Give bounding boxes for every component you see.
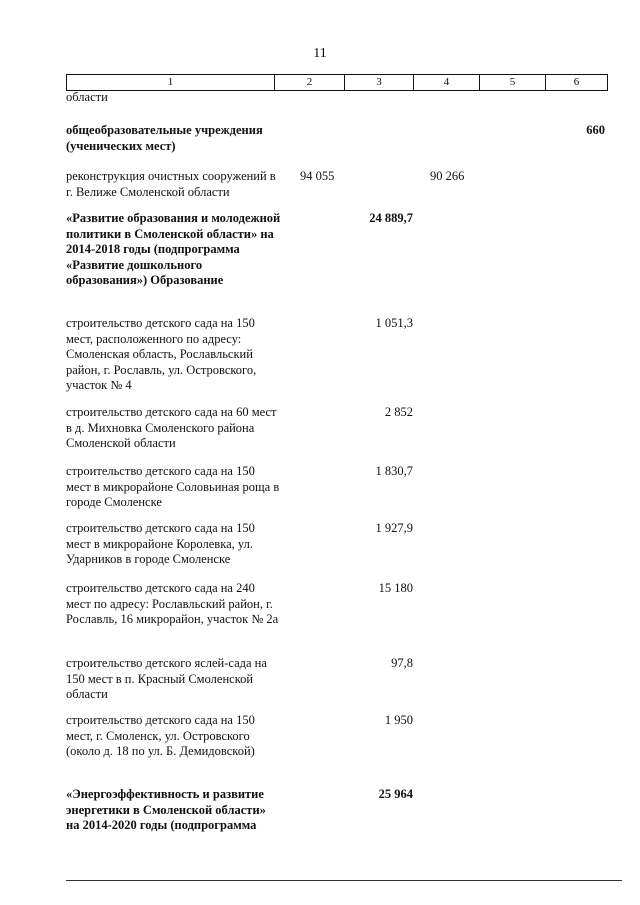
row-description: строительство детского сада на 150 мест, г. Смоленск, ул. Островского (около д. 18 по ул. Б. Демидовской) [66,713,255,758]
row-description: строительство детского сада на 150 мест в микрорайоне Королевка, ул. Ударников в городе Смоленске [66,521,255,566]
header-col-1: 1 [67,75,275,90]
row-description: общеобразовательные учреждения (ученических мест) [66,123,263,153]
row-col3-value: 25 964 [378,787,413,801]
row-col6-value: 660 [586,123,605,137]
row-description: строительство детского сада на 150 мест в микрорайоне Соловьиная роща в городе Смоленске [66,464,280,509]
row-col3-value: 1 950 [384,713,413,727]
header-col-2: 2 [275,75,345,90]
row-col4-value: 90 266 [430,169,465,183]
page-number: 11 [313,46,327,61]
row-col3-value: 15 180 [378,581,413,595]
table-header-row [66,74,608,91]
row-description: строительство детского сада на 60 мест в д. Михновка Смоленского района Смоленской области [66,405,277,450]
row-description: реконструкция очистных сооружений в г. Велиже Смоленской области [66,169,276,199]
row-col3-value: 1 830,7 [375,464,413,478]
row-col3-value: 2 852 [384,405,413,419]
header-col-5: 5 [480,75,546,90]
row-col3-value: 1 051,3 [375,316,413,330]
row-description: «Развитие образования и молодежной политики в Смоленской области» на 2014-2018 годы (подпрограмма «Развитие дошкольного образования») Образование [66,211,281,287]
row-col3-value: 24 889,7 [369,211,413,225]
row-description: «Энергоэффективность и развитие энергетики в Смоленской области» на 2014-2020 годы (подпрограмма [66,787,266,832]
header-col-3: 3 [345,75,414,90]
row-col2-value: 94 055 [300,169,335,183]
row-col3-value: 1 927,9 [375,521,413,535]
row-description: строительство детского сада на 150 мест, расположенного по адресу: Смоленская область, Рославльский район, г. Рославль, ул. Островского, участок № 4 [66,316,257,392]
row-description: строительство детского сада на 240 мест по адресу: Рославльский район, г. Рославль, 16 микрорайон, участок № 2а [66,581,279,626]
header-col-4: 4 [414,75,480,90]
row-col3-value: 97,8 [391,656,413,670]
header-col-6: 6 [573,76,580,88]
footer-divider [66,880,622,881]
continuation-text: области [66,90,108,104]
row-description: строительство детского яслей-сада на 150 мест в п. Красный Смоленской области [66,656,267,701]
